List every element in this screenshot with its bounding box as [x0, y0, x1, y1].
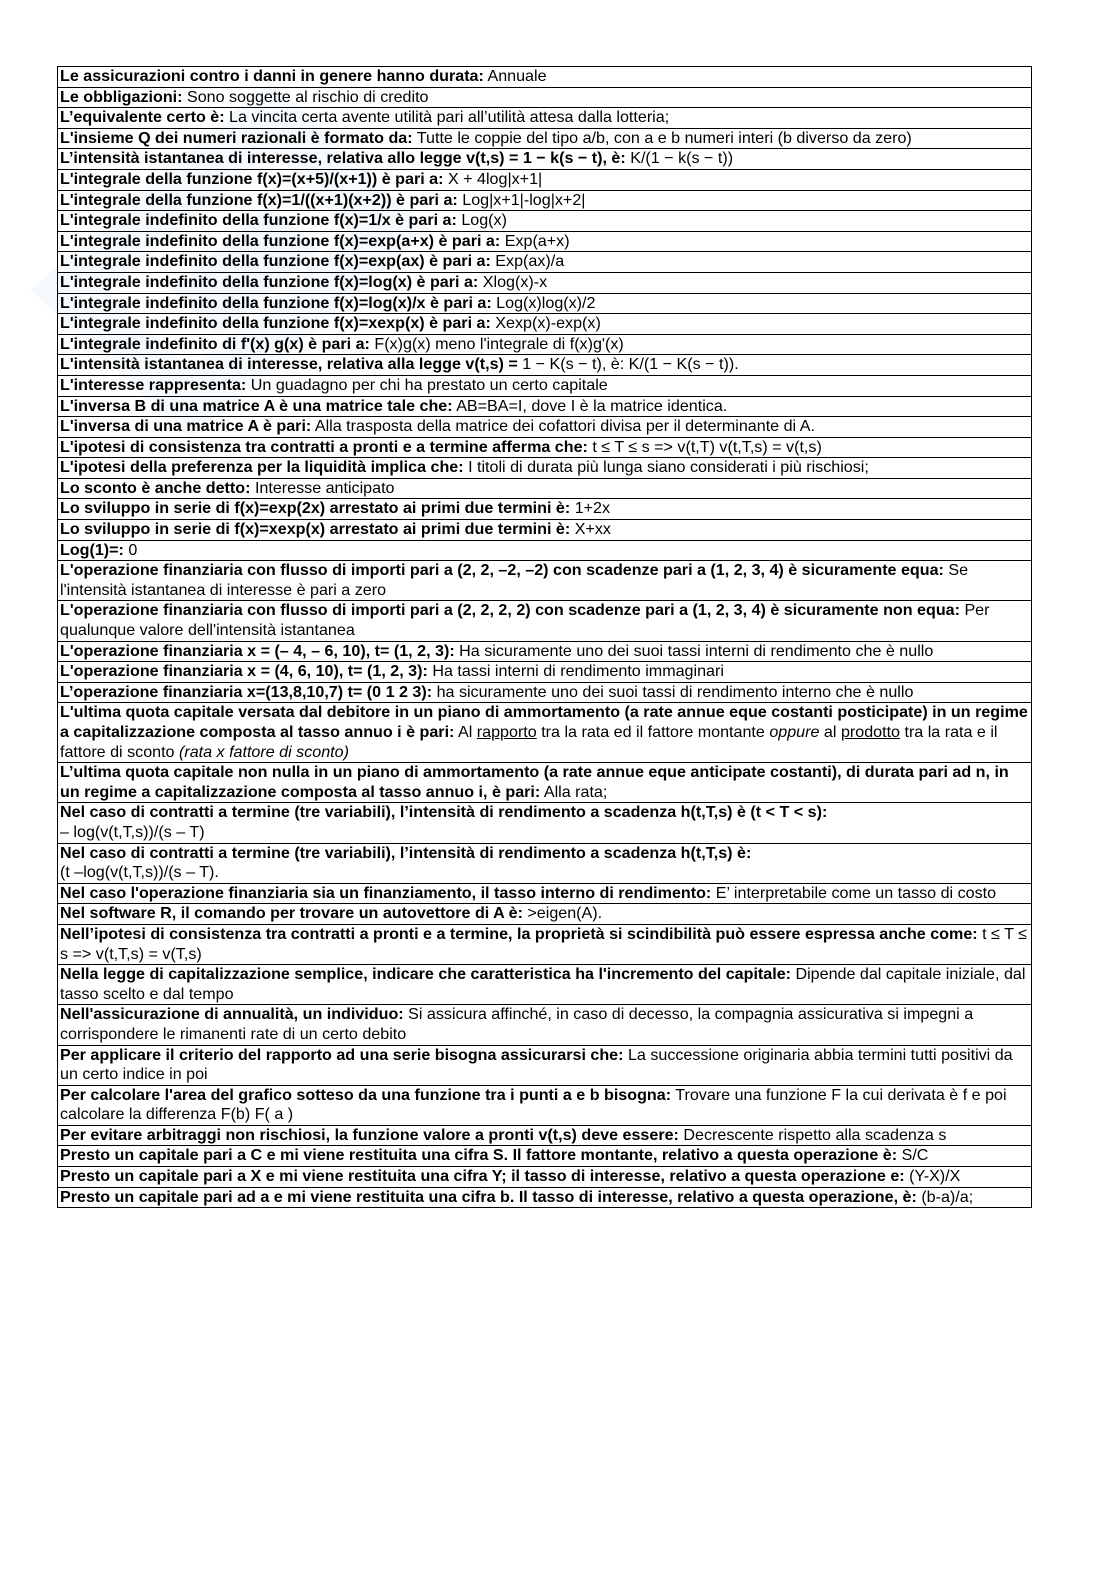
answer-text: 1 − K(s − t), è: K/(1 − K(s − t)). — [517, 355, 739, 374]
answer-text: – log(v(t,T,s))/(s – T) — [60, 822, 205, 841]
qa-cell — [58, 478, 1032, 499]
question-text: L'operazione finanziaria con flusso di importi pari a (2, 2, –2, –2) con scadenze pari a (1, 2, 3, 4) è sicuramente equa: — [60, 561, 944, 580]
qa-cell — [58, 924, 1032, 964]
table-row — [58, 293, 1032, 314]
question-text: Lo sviluppo in serie di f(x)=exp(2x) arrestato ai primi due termini è: — [60, 499, 571, 518]
answer-text-part: Al — [454, 723, 477, 741]
answer-text: >eigen(A). — [522, 904, 603, 923]
answer-text: Xexp(x)-exp(x) — [490, 314, 601, 333]
table-row — [58, 662, 1032, 683]
qa-table — [57, 66, 1032, 1208]
table-row — [58, 67, 1032, 88]
answer-text: Ha tassi interni di rendimento immaginari — [427, 662, 724, 681]
question-text: Presto un capitale pari ad a e mi viene restituita una cifra b. Il tasso di interesse, relativo a questa operazione, è: — [60, 1187, 917, 1206]
question-text: Le obbligazioni: — [60, 87, 183, 106]
table-row — [58, 314, 1032, 335]
question-text: L'integrale indefinito della funzione f(x)=log(x) è pari a: — [60, 272, 479, 291]
question-text: Lo sviluppo in serie di f(x)=xexp(x) arrestato ai primi due termini è: — [60, 520, 571, 539]
answer-text: AB=BA=I, dove I è la matrice identica. — [452, 396, 728, 415]
table-row — [58, 601, 1032, 641]
question-text: L’operazione finanziaria x=(13,8,10,7) t= (0 1 2 3): — [60, 682, 433, 701]
question-text: Nel caso di contratti a termine (tre variabili), l’intensità di rendimento a scadenza h(t,T,s) è (t < T < s): — [60, 803, 828, 822]
question-text: Nel software R, il comando per trovare un autovettore di A è: — [60, 904, 523, 923]
qa-cell — [58, 904, 1032, 925]
answer-text: Sono soggette al rischio di credito — [182, 87, 429, 106]
question-text: L'integrale indefinito della funzione f(x)=exp(a+x) è pari a: — [60, 231, 501, 250]
answer-text: X+xx — [570, 520, 611, 539]
question-text: L'ultima quota capitale versata dal debitore in un piano di ammortamento (a rate annue eque costanti posticipate) in un regime a capitalizzazione composta al tasso annuo i è pari: — [60, 703, 1028, 741]
question-text: Nel caso l'operazione finanziaria sia un finanziamento, il tasso interno di rendimento: — [60, 883, 712, 902]
qa-cell — [58, 682, 1032, 703]
table-row — [58, 355, 1032, 376]
qa-cell — [58, 803, 1032, 843]
table-row — [58, 1085, 1032, 1125]
table-row — [58, 169, 1032, 190]
answer-text-part: rapporto — [476, 723, 537, 741]
table-row — [58, 1005, 1032, 1045]
qa-cell — [58, 1167, 1032, 1188]
qa-cell — [58, 87, 1032, 108]
qa-cell — [58, 1187, 1032, 1208]
question-text: Lo sconto è anche detto: — [60, 478, 251, 497]
answer-text: E’ interpretabile come un tasso di costo — [711, 883, 997, 902]
qa-cell — [58, 1045, 1032, 1085]
table-row — [58, 478, 1032, 499]
answer-text-part: tra la rata ed il fattore montante — [536, 723, 770, 741]
answer-text: K/(1 − k(s − t)) — [625, 149, 734, 168]
answer-text: Annuale — [483, 67, 547, 85]
qa-cell — [58, 67, 1032, 88]
qa-cell — [58, 417, 1032, 438]
qa-cell — [58, 499, 1032, 520]
question-text: L’intensità istantanea di interesse, relativa allo legge v(t,s) = 1 − k(s − t), è: — [60, 149, 626, 168]
question-text: L'integrale indefinito di f'(x) g(x) è pari a: — [60, 334, 370, 353]
answer-text: Ha sicuramente uno dei suoi tassi interni di rendimento che è nullo — [454, 641, 934, 660]
answer-text-part: prodotto — [840, 723, 900, 741]
qa-cell — [58, 1125, 1032, 1146]
answer-text-part: al — [819, 723, 841, 741]
qa-cell — [58, 211, 1032, 232]
question-text: Per evitare arbitraggi non rischiosi, la funzione valore a pronti v(t,s) deve essere: — [60, 1125, 679, 1144]
answer-text: (b-a)/a; — [916, 1187, 974, 1206]
table-row — [58, 703, 1032, 763]
answer-text: Decrescente rispetto alla scadenza s — [678, 1125, 947, 1144]
qa-cell — [58, 540, 1032, 561]
qa-cell — [58, 763, 1032, 803]
table-row — [58, 843, 1032, 883]
answer-text: ha sicuramente uno dei suoi tassi di rendimento interno che è nullo — [432, 682, 914, 701]
answer-text: 0 — [123, 540, 138, 559]
question-text: Per calcolare l'area del grafico sotteso da una funzione tra i punti a e b bisogna: — [60, 1085, 672, 1104]
table-row — [58, 87, 1032, 108]
qa-cell — [58, 458, 1032, 479]
qa-cell — [58, 314, 1032, 335]
question-text: L'integrale indefinito della funzione f(x)=exp(ax) è pari a: — [60, 252, 491, 271]
question-text: L'integrale indefinito della funzione f(x)=log(x)/x è pari a: — [60, 293, 492, 312]
table-row — [58, 641, 1032, 662]
answer-text: Alla rata; — [540, 782, 608, 801]
answer-text: Exp(ax)/a — [490, 252, 565, 271]
table-row — [58, 1125, 1032, 1146]
qa-cell — [58, 375, 1032, 396]
qa-cell — [58, 1005, 1032, 1045]
table-row — [58, 231, 1032, 252]
answer-text: t ≤ T ≤ s => v(t,T,s) = v(T,s) — [60, 924, 1027, 963]
qa-cell — [58, 641, 1032, 662]
table-row — [58, 520, 1032, 541]
question-text: L'integrale della funzione f(x)=(x+5)/(x+1)) è pari a: — [60, 169, 444, 188]
qa-cell — [58, 561, 1032, 601]
qa-cell — [58, 965, 1032, 1005]
answer-text: La successione originaria abbia termini tutti positivi da un certo indice in poi — [60, 1045, 1013, 1084]
question-text: L'operazione finanziaria x = (4, 6, 10), t= (1, 2, 3): — [60, 662, 428, 681]
qa-cell — [58, 662, 1032, 683]
answer-text: t ≤ T ≤ s => v(t,T) v(t,T,s) = v(t,s) — [587, 437, 822, 456]
question-text: L'inversa di una matrice A è pari: — [60, 417, 312, 436]
qa-cell — [58, 190, 1032, 211]
answer-text: Per qualunque valore dell'intensità istantanea — [60, 601, 990, 640]
question-text: L'integrale indefinito della funzione f(x)=1/x è pari a: — [60, 211, 457, 230]
table-row — [58, 1045, 1032, 1085]
question-text: L'ipotesi della preferenza per la liquidità implica che: — [60, 458, 464, 477]
table-row — [58, 904, 1032, 925]
table-row — [58, 682, 1032, 703]
table-row — [58, 272, 1032, 293]
qa-cell — [58, 843, 1032, 883]
table-row — [58, 1167, 1032, 1188]
table-row — [58, 211, 1032, 232]
answer-text: 1+2x — [570, 499, 611, 518]
qa-cell — [58, 108, 1032, 129]
qa-cell — [58, 883, 1032, 904]
table-row — [58, 965, 1032, 1005]
answer-text: Tutte le coppie del tipo a/b, con a e b numeri interi (b diverso da zero) — [412, 128, 912, 147]
question-text: L’ultima quota capitale non nulla in un piano di ammortamento (a rate annue eque anticipate costanti), di durata pari ad n, in un regime a capitalizzazione composta al tasso annuo i, è pari: — [60, 763, 1009, 801]
answer-text: Exp(a+x) — [500, 231, 570, 250]
answer-text: Se l'intensità istantanea di interesse è pari a zero — [60, 561, 969, 599]
table-row — [58, 499, 1032, 520]
question-text: L'ipotesi di consistenza tra contratti a pronti e a termine afferma che: — [60, 437, 588, 456]
qa-cell — [58, 396, 1032, 417]
question-text: L'operazione finanziaria con flusso di importi pari a (2, 2, 2, 2) con scadenze pari a (1, 2, 3, 4) è sicuramente non equa: — [60, 601, 960, 620]
table-row — [58, 540, 1032, 561]
answer-text: S/C — [897, 1146, 929, 1165]
table-row — [58, 803, 1032, 843]
question-text: L'operazione finanziaria x = (– 4, – 6, 10), t= (1, 2, 3): — [60, 641, 455, 660]
question-text: Nel caso di contratti a termine (tre variabili), l’intensità di rendimento a scadenza h(t,T,s) è: — [60, 843, 752, 862]
table-row — [58, 417, 1032, 438]
table-row — [58, 883, 1032, 904]
answer-text-part: oppure — [769, 723, 820, 741]
question-text: L'inversa B di una matrice A è una matrice tale che: — [60, 396, 453, 415]
question-text: Le assicurazioni contro i danni in genere hanno durata: — [60, 67, 484, 85]
answer-text: F(x)g(x) meno l'integrale di f(x)g'(x) — [369, 334, 624, 353]
table-row — [58, 924, 1032, 964]
answer-text: Trovare una funzione F la cui derivata è f e poi calcolare la differenza F(b) F( a ) — [60, 1085, 1007, 1124]
question-text: L'insieme Q dei numeri razionali è formato da: — [60, 128, 413, 147]
answer-text: X + 4log|x+1| — [443, 169, 543, 188]
answer-text: Si assicura affinché, in caso di decesso, la compagnia assicurativa si impegni a corrispondere le rimanenti rate di un certo debito — [60, 1005, 974, 1043]
qa-cell — [58, 128, 1032, 149]
qa-cell — [58, 149, 1032, 170]
question-text: L'intensità istantanea di interesse, relativa alla legge v(t,s) = — [60, 355, 518, 374]
question-text: Presto un capitale pari a C e mi viene restituita una cifra S. Il fattore montante, relativo a questa operazione è: — [60, 1146, 898, 1165]
qa-cell — [58, 520, 1032, 541]
answer-text: I titoli di durata più lunga siano considerati i più rischiosi; — [463, 458, 869, 477]
qa-cell — [58, 703, 1032, 763]
question-text: Log(1)=: — [60, 540, 124, 559]
answer-text: La vincita certa avente utilità pari all’utilità attesa dalla lotteria; — [224, 108, 670, 127]
qa-cell — [58, 601, 1032, 641]
table-row — [58, 190, 1032, 211]
answer-text: (Y-X)/X — [904, 1167, 961, 1186]
qa-cell — [58, 169, 1032, 190]
table-row — [58, 763, 1032, 803]
qa-table-body — [58, 67, 1032, 1208]
question-text: Nell’ipotesi di consistenza tra contratti a pronti e a termine, la proprietà si scindibilità può essere espressa anche come: — [60, 924, 978, 943]
question-text: Presto un capitale pari a X e mi viene restituita una cifra Y; il tasso di interesse, relativo a questa operazione e: — [60, 1167, 905, 1186]
question-text: L'integrale della funzione f(x)=1/((x+1)(x+2)) è pari a: — [60, 190, 458, 209]
answer-text: Dipende dal capitale iniziale, dal tasso scelto e dal tempo — [60, 965, 1026, 1003]
table-row — [58, 149, 1032, 170]
answer-text: (t –log(v(t,T,s))/(s – T). — [60, 863, 219, 882]
qa-cell — [58, 1085, 1032, 1125]
qa-cell — [58, 252, 1032, 273]
answer-text: Un guadagno per chi ha prestato un certo capitale — [246, 375, 608, 394]
qa-cell — [58, 272, 1032, 293]
question-text: L’equivalente certo è: — [60, 108, 225, 127]
question-text: Per applicare il criterio del rapporto ad una serie bisogna assicurarsi che: — [60, 1045, 624, 1064]
qa-cell — [58, 231, 1032, 252]
table-row — [58, 458, 1032, 479]
table-row — [58, 128, 1032, 149]
qa-cell — [58, 293, 1032, 314]
table-row — [58, 1146, 1032, 1167]
answer-text: Alla trasposta della matrice dei cofattori divisa per il determinante di A. — [311, 417, 815, 436]
question-text: L'integrale indefinito della funzione f(x)=xexp(x) è pari a: — [60, 314, 491, 333]
answer-text-part: tra la rata e il fattore di sconto — [60, 723, 998, 761]
question-text: Nella legge di capitalizzazione semplice, indicare che caratteristica ha l'incremento del capitale: — [60, 965, 792, 984]
table-row — [58, 396, 1032, 417]
qa-cell — [58, 1146, 1032, 1167]
answer-text: Log(x)log(x)/2 — [491, 293, 596, 312]
qa-cell — [58, 437, 1032, 458]
table-row — [58, 334, 1032, 355]
qa-cell — [58, 334, 1032, 355]
answer-text: Log(x) — [456, 211, 507, 230]
answer-text: Interesse anticipato — [250, 478, 395, 497]
question-text: L'interesse rappresenta: — [60, 375, 247, 394]
table-row — [58, 1187, 1032, 1208]
answer-text: Log|x+1|-log|x+2| — [457, 190, 586, 209]
question-text: Nell'assicurazione di annualità, un individuo: — [60, 1005, 404, 1024]
table-row — [58, 561, 1032, 601]
table-row — [58, 252, 1032, 273]
answer-text-part: (rata x fattore di sconto) — [178, 742, 349, 761]
qa-cell — [58, 355, 1032, 376]
table-row — [58, 108, 1032, 129]
table-row — [58, 375, 1032, 396]
answer-text: Xlog(x)-x — [478, 272, 548, 291]
table-row — [58, 437, 1032, 458]
